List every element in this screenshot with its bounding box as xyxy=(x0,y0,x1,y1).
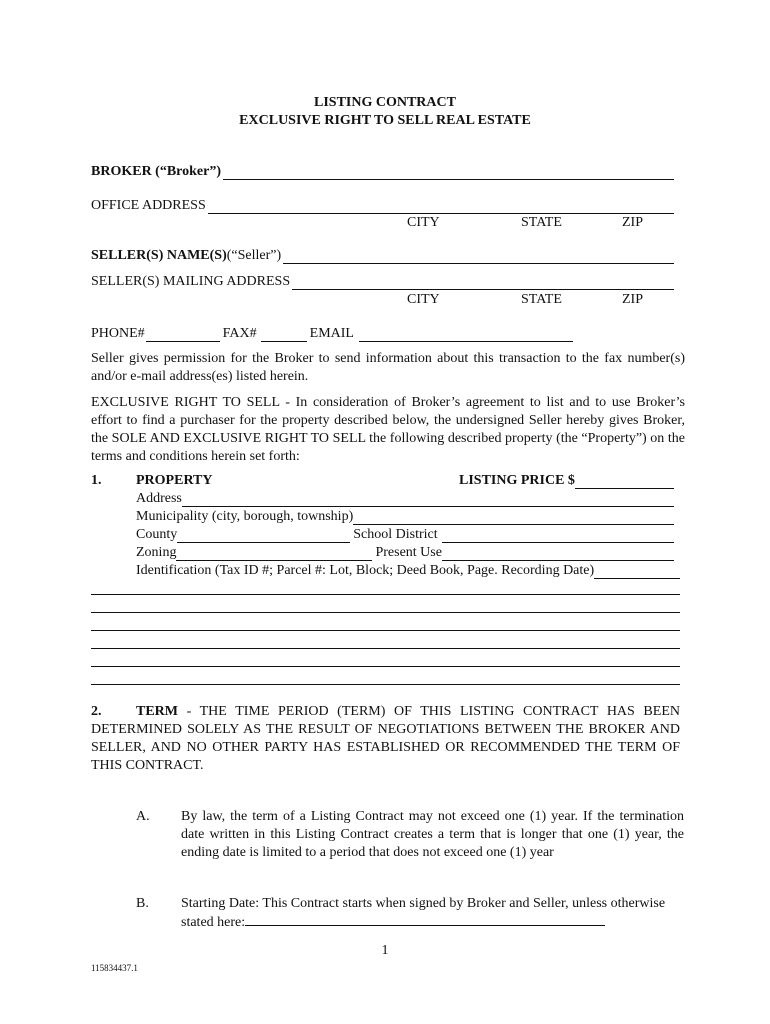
blank-line[interactable] xyxy=(91,684,680,685)
identification-field[interactable] xyxy=(594,565,680,579)
fax-label: FAX# xyxy=(222,326,257,341)
county-field[interactable] xyxy=(177,529,350,543)
property-heading: PROPERTY xyxy=(136,473,213,488)
term-paragraph xyxy=(91,703,680,775)
seller-zip-label: ZIP xyxy=(622,292,643,307)
seller-mailing-label: SELLER(S) MAILING ADDRESS xyxy=(91,274,291,289)
section-1-number: 1. xyxy=(91,473,102,488)
page-number: 1 xyxy=(381,943,389,958)
broker-field[interactable] xyxy=(223,166,674,180)
municipality-label: Municipality (city, borough, township) xyxy=(136,509,354,524)
office-address-row xyxy=(91,198,674,214)
seller-name-suffix: (“Seller”) xyxy=(226,248,282,263)
fax-field[interactable] xyxy=(261,328,307,342)
seller-name-row xyxy=(91,248,674,264)
item-a-letter: A. xyxy=(136,809,150,824)
seller-mailing-row xyxy=(91,274,674,290)
title-line-2: EXCLUSIVE RIGHT TO SELL REAL ESTATE xyxy=(239,113,531,128)
phone-label: PHONE# xyxy=(91,326,145,341)
seller-city-label: CITY xyxy=(407,292,440,307)
municipality-field[interactable] xyxy=(353,511,674,525)
document-id: 115834437.1 xyxy=(91,963,138,973)
exclusive-right-paragraph: EXCLUSIVE RIGHT TO SELL - In consideration of Broker’s agreement to list and to use Broker’s effort to find a purchaser for the property described below, the undersigned Seller hereby gives Broker, the SOLE AND EXCLUSIVE RIGHT TO SELL the following described property (the “Property”) on the terms and conditions herein set forth: xyxy=(91,395,685,464)
present-use-label: Present Use xyxy=(375,545,442,560)
blank-line[interactable] xyxy=(91,666,680,667)
zoning-field[interactable] xyxy=(176,547,372,561)
seller-mailing-field[interactable] xyxy=(292,276,674,290)
broker-row xyxy=(91,164,674,180)
seller-name-label: SELLER(S) NAME(S) xyxy=(91,248,227,263)
phone-field[interactable] xyxy=(146,328,220,342)
title-line-1: LISTING CONTRACT xyxy=(314,95,456,110)
email-label: EMAIL xyxy=(309,326,354,341)
seller-name-field[interactable] xyxy=(283,250,674,264)
blank-line[interactable] xyxy=(91,630,680,631)
term-text: - THE TIME PERIOD (TERM) OF THIS LISTING CONTRACT HAS BEEN DETERMINED SOLELY AS THE RESULT OF NEGOTIATIONS BETWEEN THE BROKER AND SELLER, AND NO OTHER PARTY HAS ESTABLISHED OR RECOMMENDED THE TERM OF THIS CONTRACT. xyxy=(91,704,680,773)
listing-price-row xyxy=(459,473,674,489)
school-district-field[interactable] xyxy=(442,529,674,543)
office-zip-label: ZIP xyxy=(622,215,643,230)
address-row xyxy=(136,491,674,507)
address-label: Address xyxy=(136,491,182,506)
address-field[interactable] xyxy=(182,493,674,507)
item-b-text: Starting Date: This Contract starts when signed by Broker and Seller, unless otherwise stated here: xyxy=(181,896,666,930)
blank-line[interactable] xyxy=(91,612,680,613)
county-row xyxy=(136,527,674,543)
broker-label: BROKER (“Broker”) xyxy=(91,164,222,179)
email-field[interactable] xyxy=(359,328,573,342)
term-heading: TERM xyxy=(136,704,178,719)
blank-line[interactable] xyxy=(91,648,680,649)
present-use-field[interactable] xyxy=(442,547,674,561)
permission-paragraph: Seller gives permission for the Broker to send information about this transaction to the fax number(s) and/or e-mail address(es) listed herein. xyxy=(91,351,685,384)
identification-label: Identification (Tax ID #; Parcel #: Lot, Block; Deed Book, Page. Recording Date) xyxy=(136,563,595,578)
listing-price-field[interactable] xyxy=(575,475,674,489)
school-district-label: School District xyxy=(353,527,438,542)
office-address-field[interactable] xyxy=(208,200,674,214)
identification-row xyxy=(136,563,680,579)
office-address-label: OFFICE ADDRESS xyxy=(91,198,206,213)
item-b-letter: B. xyxy=(136,896,149,911)
blank-line[interactable] xyxy=(91,594,680,595)
office-state-label: STATE xyxy=(521,215,562,230)
office-city-label: CITY xyxy=(407,215,440,230)
section-2-number: 2. xyxy=(91,704,102,719)
starting-date-field[interactable] xyxy=(245,913,605,926)
item-b-paragraph xyxy=(181,895,684,932)
seller-state-label: STATE xyxy=(521,292,562,307)
contact-row xyxy=(91,326,591,342)
municipality-row xyxy=(136,509,674,525)
county-label: County xyxy=(136,527,178,542)
zoning-label: Zoning xyxy=(136,545,177,560)
item-a-text: By law, the term of a Listing Contract may not exceed one (1) year. If the termination date written in this Listing Contract creates a term that is longer that one (1) year, the ending date is limited to a period that does not exceed one (1) year xyxy=(181,809,684,860)
zoning-row xyxy=(136,545,674,561)
listing-price-label: LISTING PRICE $ xyxy=(459,473,575,488)
